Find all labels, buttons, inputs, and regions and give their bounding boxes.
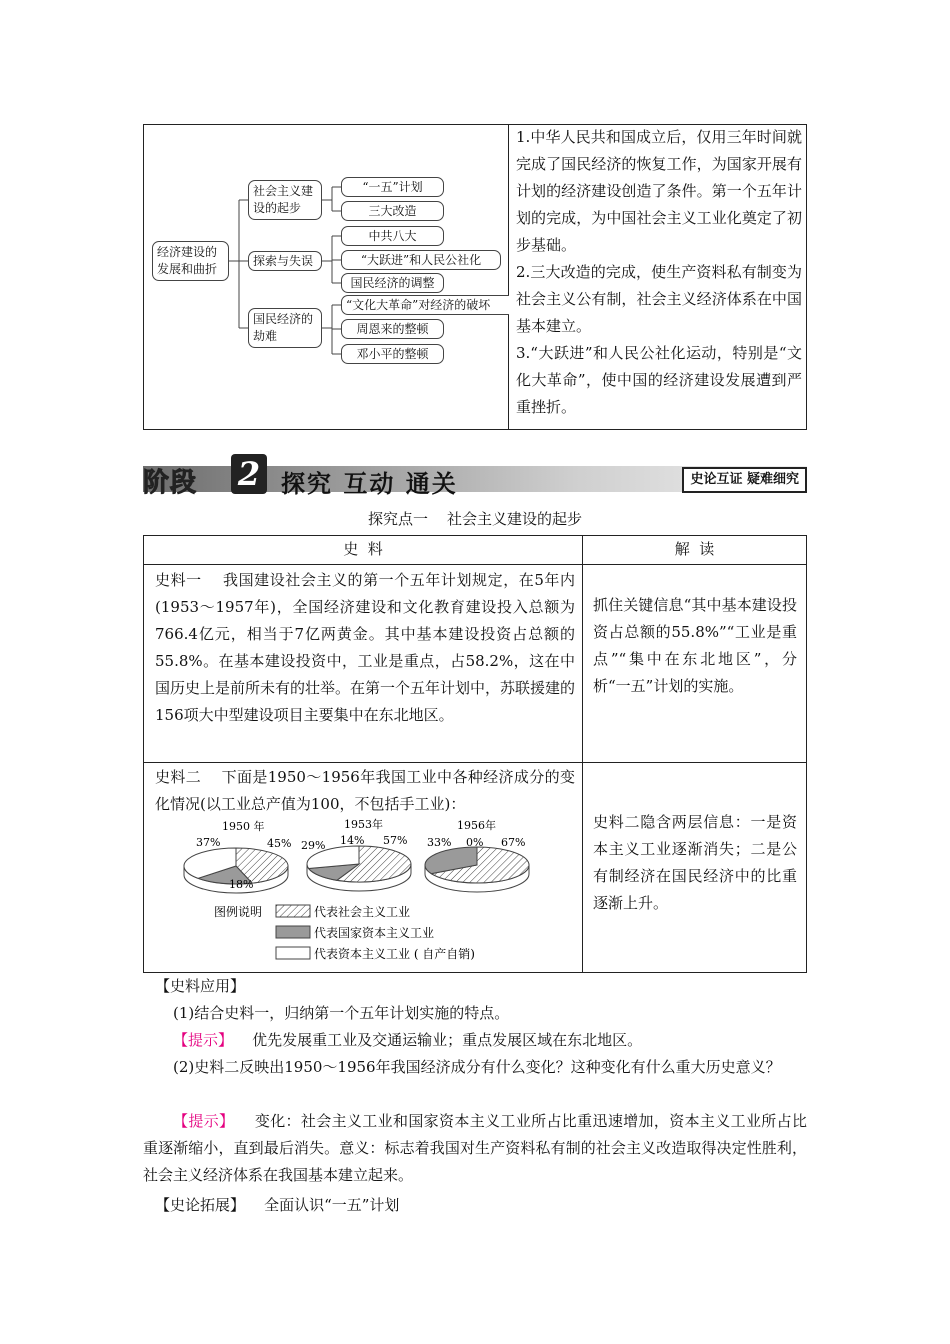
mindmap-branch-explore: 探索与失误: [248, 251, 322, 271]
answer-1-text: 优先发展重工业及交通运输业；重点发展区域在东北地区。: [233, 1031, 643, 1049]
table-header-divider: [144, 564, 806, 565]
application-heading: 【史料应用】: [155, 977, 246, 995]
mindmap-leaf-great-leap: “大跃进”和人民公社化: [341, 250, 501, 270]
legend-label-socialist: 代表社会主义工业: [314, 905, 411, 919]
extension-heading: 【史论拓展】: [155, 1196, 246, 1214]
section-title: 探究点一 社会主义建设的起步: [367, 510, 583, 528]
economic-composition-chart: [154, 816, 574, 974]
application-answer-1: [143, 1027, 807, 1054]
pie3-label-capitalist: 0%: [466, 836, 484, 849]
pie2-year-label: 1953年: [344, 818, 383, 831]
answer-2-text: 变化：社会主义工业和国家资本主义工业所占比重迅速增加，资本主义工业所占比重逐渐缩小，直到最后消失。意义：标志着我国对生产资料私有制的社会主义改造取得决定性胜利，社会主义经济体系在我国基本建立起来。: [143, 1112, 807, 1184]
mindmap-leaf-zhou-rectification: 周恩来的整顿: [341, 319, 444, 339]
pie3-label-socialist: 67%: [501, 836, 526, 849]
pie2-label-socialist: 57%: [383, 834, 408, 847]
summary-notes: [516, 124, 802, 421]
table-row2-reading: 史料二隐含两层信息：一是资本主义工业逐渐消失；二是公有制经济在国民经济中的比重逐渐上升。: [593, 813, 797, 912]
banner-tag: 史论互证 疑难细究: [682, 467, 807, 493]
table-column-divider: [582, 536, 583, 972]
summary-note-2: 2.三大改造的完成，使生产资料私有制变为社会主义公有制，社会主义经济体系在中国基本建立。: [516, 263, 802, 335]
application-question-1: (1)结合史料一，归纳第一个五年计划实施的特点。: [173, 1004, 510, 1022]
table-row1-reading: 抓住关键信息“其中基本建设投资占总额的55.8%”“工业是重点”“集中在东北地区”，分析“一五”计划的实施。: [593, 596, 797, 695]
pie2-label-capitalist: 29%: [301, 839, 326, 852]
pie1-label-socialist: 45%: [267, 837, 292, 850]
table-row-divider: [144, 762, 806, 763]
hint-label-2: 【提示】: [173, 1112, 235, 1130]
table-header-reading: 解 读: [674, 540, 715, 558]
application-answer-2: [143, 1108, 807, 1189]
pie3-label-state: 33%: [427, 836, 452, 849]
mindmap-leaf-eighth-congress: 中共八大: [341, 226, 444, 246]
banner-title: 探究 互动 通关: [281, 469, 458, 498]
legend-swatch-state: [276, 926, 310, 938]
hint-label-1: 【提示】: [173, 1031, 234, 1049]
legend-swatch-capitalist: [276, 947, 310, 959]
pie1-label-capitalist: 37%: [196, 836, 221, 849]
pie1-year-label: 1950 年: [222, 820, 265, 833]
pie2-label-state: 14%: [340, 834, 365, 847]
pie3-year-label: 1956年: [457, 819, 496, 832]
table-row2-source: 史料二 下面是1950～1956年我国工业中各种经济成分的变化情况(以工业总产值为100，不包括手工业)：: [155, 768, 575, 813]
mindmap-leaf-three-reforms: 三大改造: [341, 201, 444, 221]
summary-note-1: 1.中华人民共和国成立后，仅用三年时间就完成了国民经济的恢复工作，为国家开展有计划的经济建设创造了条件。第一个五年计划的完成，为中国社会主义工业化奠定了初步基础。: [516, 128, 802, 254]
mindmap-root: 经济建设的发展和曲折: [152, 241, 229, 281]
legend-label-capitalist: 代表资本主义工业 ( 自产自销): [314, 947, 475, 961]
mindmap-leaf-deng-rectification: 邓小平的整顿: [341, 344, 444, 364]
pie1-label-state: 18%: [229, 878, 254, 891]
summary-note-3: 3.“大跃进”和人民公社化运动，特别是“文化大革命”，使中国的经济建设发展遭到严重挫折。: [516, 344, 802, 416]
legend-title: 图例说明: [214, 905, 263, 919]
mindmap-leaf-five-year-plan: “一五”计划: [341, 177, 444, 197]
banner-stage-label: 阶段: [143, 468, 198, 498]
table-row1-source: 史料一 我国建设社会主义的第一个五年计划规定，在5年内(1953～1957年)，全国经济建设和文化教育建设投入总额为766.4亿元，相当于7亿两黄金。其中基本建设投资占总额的55.8%。在基本建设投资中，工业是重点，占58.2%，这在中国历史上是前所未有的壮举。在第一个五年计划中，苏联援建的156项大中型建设项目主要集中在东北地区。: [155, 571, 576, 724]
source-table: [143, 535, 807, 973]
application-question-2: (2)史料二反映出1950～1956年我国经济成分有什么变化？这种变化有什么重大历史意义？: [173, 1058, 781, 1076]
mindmap-branch-calamity: 国民经济的劫难: [248, 308, 322, 348]
banner-stage-number: 2: [231, 454, 267, 494]
legend-swatch-socialist: [276, 905, 310, 917]
mindmap-leaf-adjustment: 国民经济的调整: [341, 273, 444, 293]
extension-line: [143, 1192, 807, 1219]
summary-divider: [508, 124, 509, 430]
mindmap-leaf-cultural-revolution: “文化大革命”对经济的破坏: [341, 295, 509, 315]
legend-label-state: 代表国家资本主义工业: [314, 926, 435, 940]
table-header-source: 史 料: [343, 540, 383, 558]
extension-text: 全面认识“一五”计划: [245, 1196, 400, 1214]
mindmap-branch-start: 社会主义建设的起步: [248, 180, 322, 220]
stage-banner: [143, 454, 807, 496]
mindmap: [144, 125, 508, 429]
